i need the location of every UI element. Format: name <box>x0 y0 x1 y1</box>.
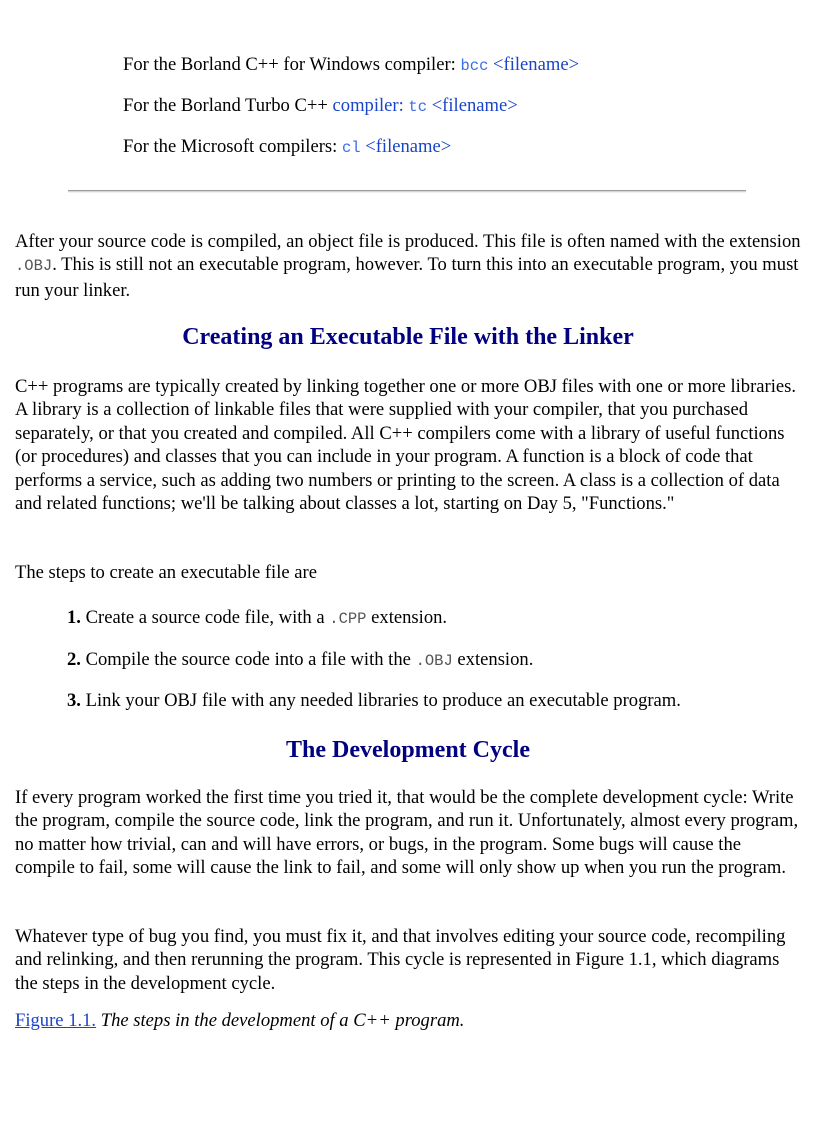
inline-code: .OBJ <box>415 652 453 670</box>
compiler-label-blue: compiler: <box>332 95 409 116</box>
compiler-command: bcc <box>460 57 489 75</box>
linker-paragraph: C++ programs are typically created by linking together one or more OBJ files with one or more libraries. A library is a collection of linkable files that were supplied with your compiler, that you purchased separately, or that you created and compiled. All C++ compilers come with a library of useful functions (or procedures) and classes that you can include in your program. A function is a block of code that performs a service, such as adding two numbers or printing to the screen. A class is a collection of data and related functions; we'll be talking about classes a lot, starting on Day 5, "Functions." <box>15 376 797 515</box>
section-heading-development-cycle: The Development Cycle <box>286 737 530 763</box>
inline-code: .OBJ <box>15 257 53 276</box>
compiler-command: tc <box>408 98 428 116</box>
compiler-arg: <filename> <box>431 95 518 116</box>
compiler-command: cl <box>341 139 361 157</box>
horizontal-divider <box>68 190 746 193</box>
compiler-line-borland-turbo <box>123 94 518 119</box>
figure-caption <box>15 1009 464 1032</box>
compiler-line-borland-windows <box>123 53 579 78</box>
step-number: 1. <box>67 607 81 628</box>
step-item: 1. Create a source code file, with a .CPP extension. <box>67 607 448 628</box>
intro-paragraph: After your source code is compiled, an object file is produced. This file is often named with the extension .OBJ. This is still not an executable program, however. To turn this into an executable program, you must run your linker. <box>15 231 801 301</box>
compiler-label: For the Microsoft compilers: <box>123 136 342 157</box>
compiler-label: For the Borland C++ for Windows compiler: <box>123 54 461 75</box>
figure-caption-text: The steps in the development of a C++ program. <box>96 1010 465 1031</box>
inline-code: .CPP <box>329 610 367 628</box>
compiler-arg: <filename> <box>365 136 452 157</box>
compiler-arg: <filename> <box>493 54 580 75</box>
development-paragraph-2: Whatever type of bug you find, you must fix it, and that involves editing your source code, recompiling and relinking, and then rerunning the program. This cycle is represented in Figure 1.1, which diagrams the steps in the development cycle. <box>15 926 786 994</box>
figure-link[interactable]: Figure 1.1. <box>15 1010 97 1031</box>
step-number: 2. <box>67 649 81 670</box>
section-heading-linker: Creating an Executable File with the Linker <box>182 324 634 350</box>
steps-intro: The steps to create an executable file are <box>15 562 317 583</box>
step-item: 3. Link your OBJ file with any needed libraries to produce an executable program. <box>67 690 681 711</box>
step-item: 2. Compile the source code into a file with the .OBJ extension. <box>67 649 534 670</box>
compiler-line-microsoft <box>123 135 451 160</box>
step-number: 3. <box>67 690 81 711</box>
development-paragraph-1: If every program worked the first time you tried it, that would be the complete development cycle: Write the program, compile the source code, link the program, and run it. Unfortunately, almost every program, no matter how trivial, can and will have errors, or bugs, in the program. Some bugs will cause the compile to fail, some will cause the link to fail, and some will only show up when you run the program. <box>15 787 799 879</box>
compiler-label: For the Borland Turbo C++ <box>123 95 333 116</box>
